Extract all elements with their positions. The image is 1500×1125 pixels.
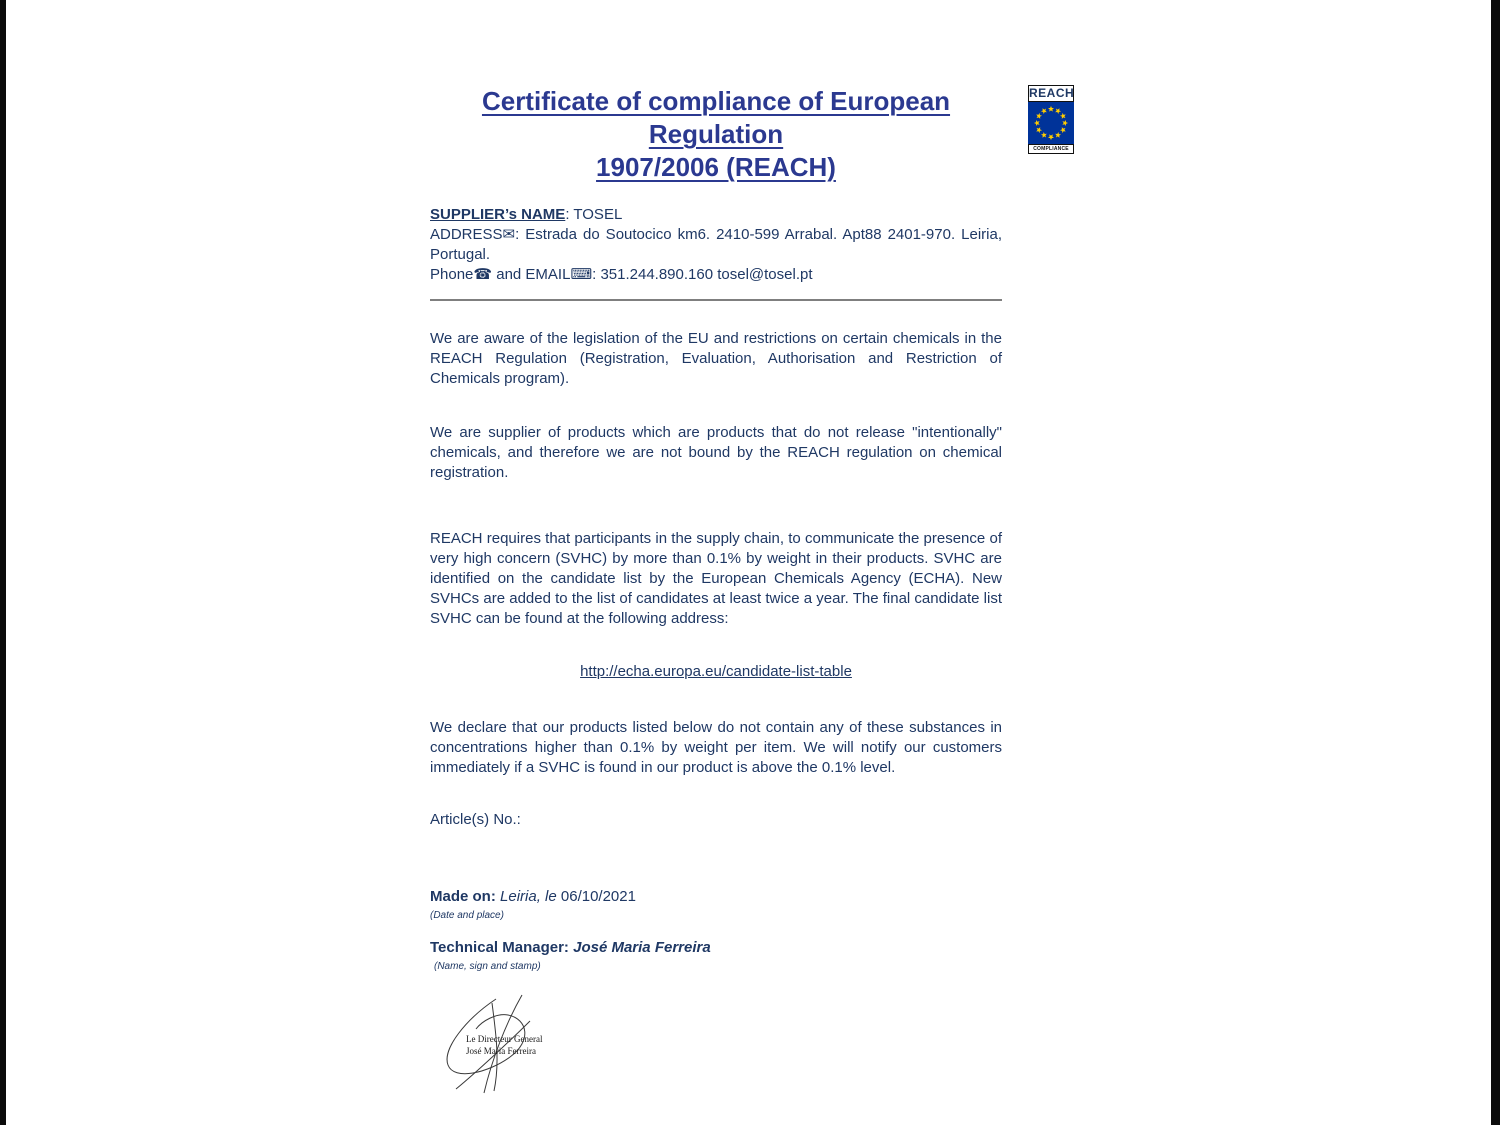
- address-label: ADDRESS: [430, 226, 503, 243]
- candidate-list-link-row: [430, 662, 1002, 682]
- supplier-block: [430, 205, 1002, 285]
- address-value: : Estrada do Soutocico km6. 2410-599 Arrabal. Apt88 2401-970. Leiria, Portugal.: [430, 226, 1002, 263]
- supplier-name-label: SUPPLIER’s NAME: [430, 206, 566, 223]
- candidate-list-link[interactable]: http://echa.europa.eu/candidate-list-table: [580, 663, 852, 680]
- name-sign-note: (Name, sign and stamp): [434, 961, 541, 972]
- supplier-contact-line: [430, 265, 1002, 285]
- section-divider: [430, 299, 1002, 301]
- signature-text: [466, 1033, 542, 1057]
- technical-manager-name: José Maria Ferreira: [568, 939, 711, 956]
- contact-value: : 351.244.890.160 tosel@tosel.pt: [592, 266, 813, 283]
- technical-manager-label: Technical Manager:: [430, 939, 569, 956]
- page-title: [430, 85, 1002, 184]
- email-label: and EMAIL: [492, 266, 571, 283]
- paragraph-reach-requirements: REACH requires that participants in the supply chain, to communicate the presence of very high concern (SVHC) by more than 0.1% by weight in their products. SVHC are identified on the candidate list by the European Chemicals Agency (ECHA). New SVHCs are added to the list of candidates at least twice a year. The final candidate list SVHC can be found at the following address:: [430, 530, 1002, 627]
- supplier-address-line: [430, 225, 1002, 265]
- articles-label: Article(s) No.:: [430, 811, 521, 828]
- technical-manager-line: [430, 938, 1002, 958]
- phone-label: Phone: [430, 266, 474, 283]
- made-on-place: Leiria, le: [495, 888, 557, 905]
- paragraph-declaration: We declare that our products listed below do not contain any of these substances in concentrations higher than 0.1% by weight per item. We will notify our customers immediately if a SVHC is found in our product is above the 0.1% level.: [430, 719, 1002, 776]
- scan-edge-left: [0, 0, 6, 1125]
- reach-compliance-logo: [1028, 85, 1074, 154]
- page-title-line1: Certificate of compliance of European Regulation: [481, 86, 951, 149]
- reach-logo-word: REACH: [1029, 86, 1075, 100]
- reach-logo-compliance-word: COMPLIANCE: [1028, 144, 1074, 154]
- supplier-name-value: : TOSEL: [565, 206, 623, 223]
- made-on-label: Made on:: [430, 888, 496, 905]
- scan-edge-right: [1491, 0, 1500, 1125]
- date-place-note: (Date and place): [430, 910, 504, 921]
- certificate-page: [430, 85, 1002, 1098]
- paragraph-supplier-statement: We are supplier of products which are products that do not release "intentionally" chemicals, and therefore we are not bound by the REACH regulation on chemical registration.: [430, 424, 1002, 481]
- made-on-line: [430, 887, 1002, 907]
- phone-icon: ☎: [473, 266, 493, 283]
- eu-flag-icon: [1028, 102, 1074, 144]
- page-title-line2: 1907/2006 (REACH): [596, 152, 836, 182]
- made-on-date: 06/10/2021: [556, 888, 636, 905]
- email-device-icon: ⌨: [570, 266, 593, 283]
- signature-text-line2: José Maria Ferreira: [466, 1046, 536, 1056]
- signature-text-line1: Le Directeur General: [466, 1034, 543, 1044]
- envelope-icon: ✉: [502, 226, 516, 243]
- signature-block: [434, 993, 554, 1098]
- supplier-name-line: [430, 205, 1002, 225]
- paragraph-awareness: We are aware of the legislation of the EU and restrictions on certain chemicals in the REACH Regulation (Registration, Evaluation, Authorisation and Restriction of Chemicals program).: [430, 330, 1002, 387]
